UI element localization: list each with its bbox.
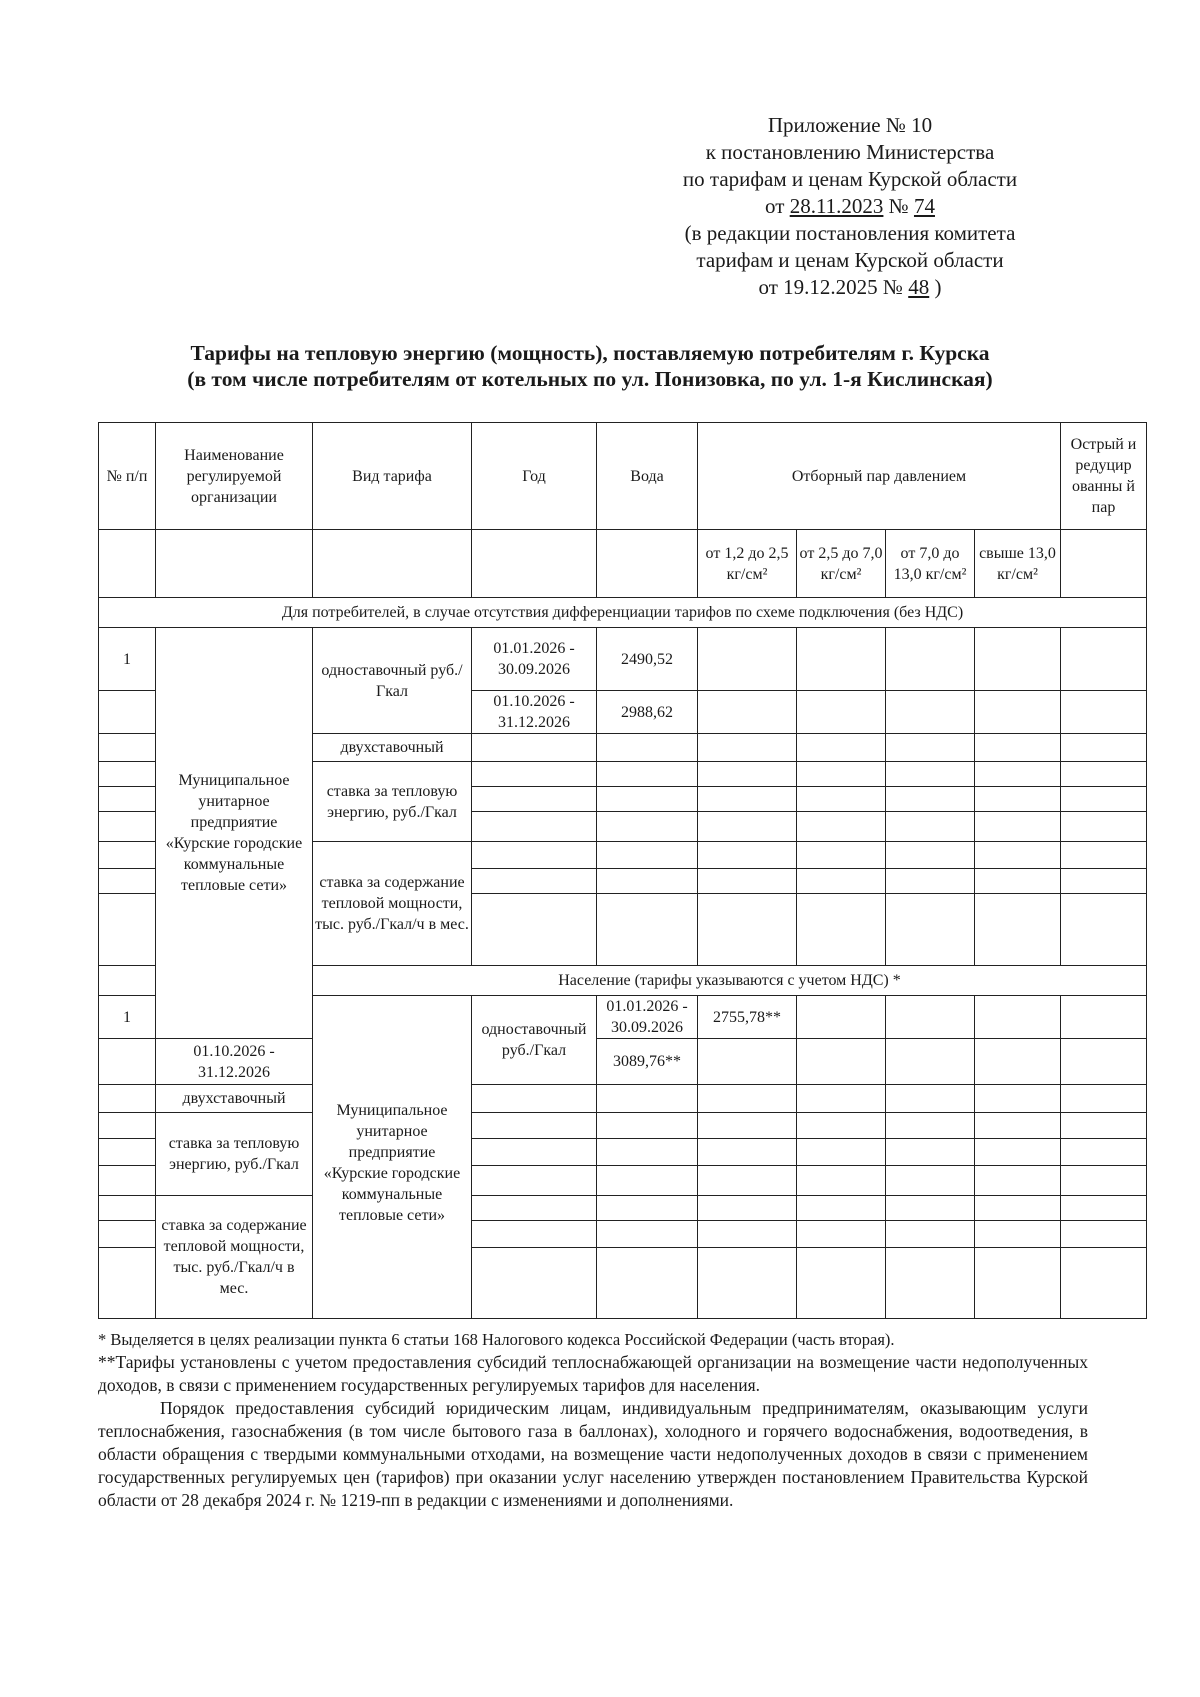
table-row (99, 1113, 1147, 1139)
footnotes (98, 1328, 1088, 1512)
table-row (99, 1085, 1147, 1113)
document-title (90, 340, 1090, 392)
col-header-water: Вода (597, 423, 698, 530)
col-header-num: № п/п (99, 423, 156, 530)
col-header-steam: Отборный пар давлением (698, 423, 1061, 530)
table-row (99, 1196, 1147, 1221)
resolution-number: 74 (913, 194, 935, 218)
water-tariff-value: 3089,76** (597, 1039, 698, 1085)
section-row-1 (99, 598, 1147, 628)
capacity-rate-label: ставка за содержание тепловой мощности, тыс. руб./Гкал/ч в мес. (313, 842, 472, 966)
appendix-line-date: от 28.11.2023 № 74 (765, 194, 935, 218)
table-row (99, 628, 1147, 691)
section-title-no-vat: Для потребителей, в случае отсутствия дифференциации тарифов по схеме подключения (без НДС) (99, 598, 1147, 628)
footnote-subsidy: **Тарифы установлены с учетом предоставления субсидий теплоснабжающей организации на возмещение части недополученных доходов, в связи с применением государственных регулируемых тарифов для населения. (98, 1352, 1088, 1395)
resolution-date: 28.11.2023 (789, 194, 884, 218)
col-header-pressure-3: от 7,0 до 13,0 кг/см² (886, 530, 975, 598)
tariff-type-one-rate: одноставочный руб./Гкал (472, 996, 597, 1085)
tariff-type-two-rate: двухставочный (156, 1085, 313, 1113)
col-header-year: Год (472, 423, 597, 530)
subheader-row (99, 530, 1147, 598)
appendix-line-resolution: к постановлению Министерства (705, 140, 995, 164)
appendix-line-edition-date: от 19.12.2025 № 48 ) (758, 275, 942, 299)
appendix-header (620, 112, 1080, 301)
col-header-pressure-1: от 1,2 до 2,5 кг/см² (698, 530, 797, 598)
tariff-table (98, 422, 1147, 1319)
water-tariff-value: 2988,62 (597, 691, 698, 734)
energy-rate-label: ставка за тепловую энергию, руб./Гкал (156, 1113, 313, 1196)
row-number: 1 (99, 628, 156, 691)
row-number: 1 (99, 996, 156, 1039)
tariff-type-two-rate: двухставочный (313, 734, 472, 762)
title-line-2: (в том числе потребителям от котельных по ул. Понизовка, по ул. 1-я Кислинская) (187, 367, 993, 391)
energy-rate-label: ставка за тепловую энергию, руб./Гкал (313, 762, 472, 842)
col-header-pressure-2: от 2,5 до 7,0 кг/см² (797, 530, 886, 598)
organization-name: Муниципальное унитарное предприятие «Курские городские коммунальные тепловые сети» (156, 628, 313, 1039)
col-header-org: Наименование регулируемой организации (156, 423, 313, 530)
col-header-sharp-steam: Острый и редуцир ованны й пар (1061, 423, 1147, 530)
period: 01.01.2026 - 30.09.2026 (472, 628, 597, 691)
water-tariff-value: 2490,52 (597, 628, 698, 691)
section-title-population: Население (тарифы указываются с учетом НДС) * (313, 966, 1147, 996)
organization-name: Муниципальное унитарное предприятие «Курские городские коммунальные тепловые сети» (313, 996, 472, 1319)
water-tariff-value: 2755,78** (698, 996, 797, 1039)
period: 01.10.2026 - 31.12.2026 (156, 1039, 313, 1085)
col-header-pressure-4: свыше 13,0 кг/см² (975, 530, 1061, 598)
appendix-number: Приложение № 10 (767, 113, 933, 137)
col-header-type: Вид тарифа (313, 423, 472, 530)
appendix-line-committee: тарифам и ценам Курской области (696, 248, 1004, 272)
title-line-1: Тарифы на тепловую энергию (мощность), поставляемую потребителям г. Курска (190, 341, 990, 365)
appendix-line-ministry: по тарифам и ценам Курской области (682, 167, 1018, 191)
capacity-rate-label: ставка за содержание тепловой мощности, тыс. руб./Гкал/ч в мес. (156, 1196, 313, 1319)
table-row (99, 1039, 1147, 1085)
subsidy-procedure-paragraph: Порядок предоставления субсидий юридическим лицам, индивидуальным предпринимателям, оказывающим услуги теплоснабжения, газоснабжения (в том числе бытового газа в баллонах), холодного и горячего водоснабжения, водоотведения, в области обращения с твердыми коммунальными отходами, на возмещение части недополученных доходов в связи с применением государственных регулируемых цен (тарифов) при оказании услуг населению утвержден постановлением Правительства Курской области от 28 декабря 2024 г. № 1219-пп в редакции с изменениями и дополнениями. (98, 1398, 1088, 1510)
edition-number: 48 (908, 275, 930, 299)
footnote-vat: * Выделяется в целях реализации пункта 6 статьи 168 Налогового кодекса Российской Федерации (часть вторая). (98, 1330, 895, 1349)
header-row (99, 423, 1147, 530)
period: 01.10.2026 - 31.12.2026 (472, 691, 597, 734)
period: 01.01.2026 - 30.09.2026 (597, 996, 698, 1039)
appendix-line-edition: (в редакции постановления комитета (684, 221, 1016, 245)
tariff-type-one-rate: одноставочный руб./Гкал (313, 628, 472, 734)
